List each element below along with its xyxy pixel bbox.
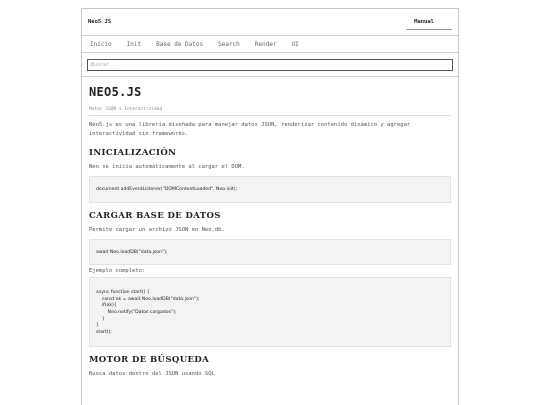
nav-item-base-de-datos[interactable]: Base de Datos bbox=[156, 40, 204, 48]
nav-item-ui[interactable]: UI bbox=[291, 40, 299, 48]
nav-item-inicio[interactable]: Inicio bbox=[90, 40, 112, 48]
nav-item-render[interactable]: Render bbox=[254, 40, 277, 48]
nav-item-search[interactable]: Search bbox=[218, 40, 240, 48]
section-heading-init: INICIALIZACIÓN bbox=[89, 148, 177, 158]
section-desc-load-db: Permite cargar un archivo JSON en Neo.db. bbox=[89, 226, 225, 233]
section-heading-load-db: CARGAR BASE DE DATOS bbox=[89, 210, 221, 221]
app-window bbox=[81, 8, 459, 405]
main-content bbox=[82, 77, 458, 377]
code-block-load-db: await Neo.loadDB("data.json"); bbox=[89, 239, 451, 266]
code-block-example: async function start() { const ok = await Neo.loadDB("data.json"); if(ok){ Neo.notify("Datos cargados"); } } start(); bbox=[89, 277, 451, 347]
example-label: Ejemplo completo: bbox=[89, 268, 146, 275]
manual-button[interactable]: Manual bbox=[406, 14, 452, 30]
page-title: NEO5.JS bbox=[89, 85, 142, 99]
header bbox=[82, 9, 458, 36]
search-input[interactable] bbox=[87, 59, 453, 71]
search-bar bbox=[82, 53, 458, 77]
nav-item-init[interactable]: Init bbox=[126, 40, 142, 48]
section-desc-search: Busca datos dentro del JSON usando SQL bbox=[89, 371, 215, 378]
page-subtitle: Motor JSON + Interactividad bbox=[89, 107, 451, 116]
code-block-init: document.addEventListener("DOMContentLoaded", Neo.init); bbox=[89, 176, 451, 203]
app-title: Neo5 JS bbox=[88, 19, 112, 25]
section-desc-init: Neo se inicia automáticamente al cargar el DOM. bbox=[89, 164, 245, 170]
nav-bar bbox=[82, 36, 458, 53]
section-heading-search: MOTOR DE BÚSQUEDA bbox=[89, 355, 210, 366]
intro-text: Neo5.js es una librería diseñada para manejar datos JSON, renderizar contenido dinámico y agregar interactividad sin frameworks. bbox=[89, 122, 411, 137]
